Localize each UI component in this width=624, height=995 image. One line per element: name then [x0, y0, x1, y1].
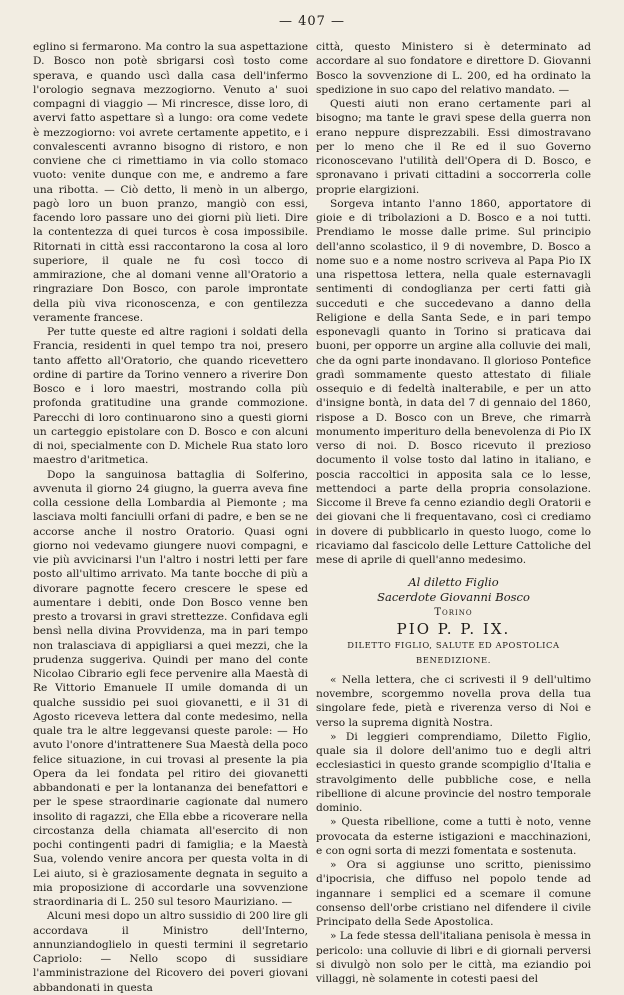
- paragraph: « Nella lettera, che ci scrivesti il 9 dell'ultimo novembre, scorgemmo novella prova della tua singolare fede, pietà e riverenza verso di Noi e verso la suprema dignità Nostra.: [316, 673, 591, 729]
- letter-recipient: Sacerdote Giovanni Bosco: [377, 589, 530, 604]
- letter-place: Torino: [434, 606, 473, 618]
- paragraph: » Di leggieri comprendiamo, Diletto Figlio, quale sia il dolore dell'animo tuo e degli altri ecclesiastici in questo grande scompiglio d'Italia e stravolgimento delle pubbliche cose, e nella ribellione di alcune provincie del nostro temporale dominio.: [316, 730, 591, 814]
- paragraph: » Questa ribellione, come a tutti è noto, venne provocata da esterne istigazioni e macchinazioni, e con ogni sorta di mezzi fomentata e sostenuta.: [316, 816, 591, 857]
- paragraph: » Ora si aggiunse uno scritto, pienissimo d'ipocrisia, che diffuso nel popolo tende ad ingannare i semplici ed a scemare il comune consenso dell'orbe cristiano nel difendere il civile Principato della Sede Apostolica.: [316, 859, 591, 928]
- letter-salutation: Al diletto Figlio: [408, 575, 499, 590]
- letter-sender: PIO P. P. IX.: [396, 620, 511, 638]
- paragraph: eglino si fermarono. Ma contro la sua aspettazione D. Bosco non potè sbrigarsi così tosto come sperava, e quando uscì dalla casa dell'infermo l'orologio segnava mezzogiorno. Venuto a' suoi compagni di viaggio — Mi rincresce, disse loro, di avervi fatto aspettare sì a lungo: ora come vedete è mezzogiorno: voi avrete certamente appetito, e i convalescenti avranno bisogno di ristoro, e non conviene che ci rimettiamo in via collo stomaco vuoto: venite dunque con me, e andremo a fare una ribotta. — Ciò detto, li menò in un albergo, pagò loro un buon pranzo, mangiò con essi, facendo loro passare uno dei giorni più lieti. Dire la contentezza di quei turcos è cosa impossibile. Ritornati in città essi raccontarono la cosa al loro superiore, il quale ne fu così tocco di ammirazione, che al domani venne all'Oratorio a ringraziare Don Bosco, con parole improntate della più viva riconoscenza, e con gentilezza veramente francese.: [33, 41, 308, 324]
- paragraph: » La fede stessa dell'italiana penisola è messa in pericolo: una colluvie di libri e di giornali perversi si divulgò non solo per le città, ma eziandio poi villaggi, nè solamente in cotesti paesi del: [316, 930, 591, 985]
- right-column: [316, 40, 591, 985]
- paragraph: Sorgeva intanto l'anno 1860, apportatore di gioie e di tribolazioni a D. Bosco e a noi tutti. Prendiamo le mosse dalle prime. Sul principio dell'anno scolastico, il 9 di novembre, D. Bosco a nome suo e a nome nostro scriveva al Papa Pio IX una rispettosa lettera, nella quale esternavagli sentimenti di condoglianza per certi fatti già succeduti e che succedevano a danno della Religione e della Santa Sede, e in pari tempo esponevagli quanto in Torino si praticava dai buoni, per opporre un argine alla colluvie dei mali, che da ogni parte inondavano. Il glorioso Pontefice gradì sommamente questo attestato di filiale ossequio e di fedeltà inalterabile, e per un atto d'insigne bontà, in data del 7 di gennaio del 1860, rispose a D. Bosco con un Breve, che rimarrà monumento imperituro della benevolenza di Pio IX verso di noi. D. Bosco ricevuto il prezioso documento il volse tosto dal latino in italiano, e poscia raccoltici in apposita sala ce lo lesse, mettendoci a parte della propria consolazione. Siccome il Breve fa cenno eziandio degli Oratorii e dei giovani che li frequentavano, così ci crediamo in dovere di pubblicarlo in questo luogo, come lo ricaviamo dal fascicolo delle Letture Cattoliche del mese di aprile di quell'anno medesimo.: [316, 197, 591, 566]
- letter-greeting: DILETTO FIGLIO, SALUTE ED APOSTOLICA BENEDIZIONE.: [347, 640, 560, 665]
- page-number: — 407 —: [278, 14, 346, 29]
- paragraph: città, questo Ministero si è determinato ad accordare al suo fondatore e direttore D. Giovanni Bosco la sovvenzione di L. 200, ed ha ordinato la spedizione in suo capo del relativo mandato. —: [316, 41, 591, 96]
- paragraph: Dopo la sanguinosa battaglia di Solferino, avvenuta il giorno 24 giugno, la guerra aveva fine colla cessione della Lombardia al Piemonte ; ma lasciava molti fanciulli orfani di padre, e ben se ne accorse anche il nostro Oratorio. Quasi ogni giorno noi vedevamo giungere nuovi compagni, e vie più avvicinarsi l'un l'altro i nostri letti per fare posto all'ultimo arrivato. Ma tante bocche di più a divorare pagnotte fecero crescere le spese ed aumentare i debiti, onde Don Bosco venne ben presto a trovarsi in gravi strettezze. Confidava egli bensì nella divina Provvidenza, ma in pari tempo non tralasciava di appigliarsi a quei mezzi, che la prudenza suggeriva. Quindi per mano del conte Nicolao Cibrario egli fece pervenire alla Maestà di Re Vittorio Emanuele II umile domanda di un qualche sussidio pei suoi giovanetti, e il 31 di Agosto riceveva lettera dal conte medesimo, nella quale tra le altre leggevansi queste parole: — Ho avuto l'onore d'intrattenere Sua Maestà della poco felice situazione, in cui trovasi al presente la pia Opera da lei fondata pel ritiro dei giovanetti abbandonati e per la lontananza dei benefattori e per le spese straordinarie cagionate dal numero insolito di ragazzi, che Ella ebbe a ricoverare nella circostanza della chiamata all'esercito di non pochi contingenti padri di famiglia; e la Maestà Sua, volendo venire ancora per questa volta in di Lei aiuto, si è graziosamente degnata in seguito a mia proposizione di accordarle una sovvenzione straordinaria di L. 250 sul tesoro Mauriziano. —: [33, 468, 308, 908]
- paragraph: Questi aiuti non erano certamente pari al bisogno; ma tante le gravi spese della guerra non erano neppure disprezzabili. Essi dimostravano per lo meno che il Re ed il suo Governo riconoscevano l'utilità dell'Opera di D. Bosco, e spronavano i privati cittadini a soccorrerla colle proprie elargizioni.: [316, 98, 591, 196]
- paragraph: Alcuni mesi dopo un altro sussidio di 200 lire gli accordava il Ministro dell'Interno, annunziandoglielo in questi termini il segretario Capriolo: — Nello scopo di sussidiare l'amministrazione del Ricovero dei poveri giovani abbandonati in questa: [33, 910, 308, 994]
- paragraph: Per tutte queste ed altre ragioni i soldati della Francia, residenti in quel tempo tra noi, presero tanto affetto all'Oratorio, che quando ricevettero ordine di partire da Torino vennero a riverire Don Bosco e i loro maestri, mostrando colla più profonda gratitudine una grande commozione. Parecchi di loro continuarono sino a questi giorni un carteggio epistolare con D. Bosco e con alcuni di noi, specialmente con D. Michele Rua stato loro maestro d'aritmetica.: [33, 326, 308, 467]
- left-column: [33, 40, 308, 994]
